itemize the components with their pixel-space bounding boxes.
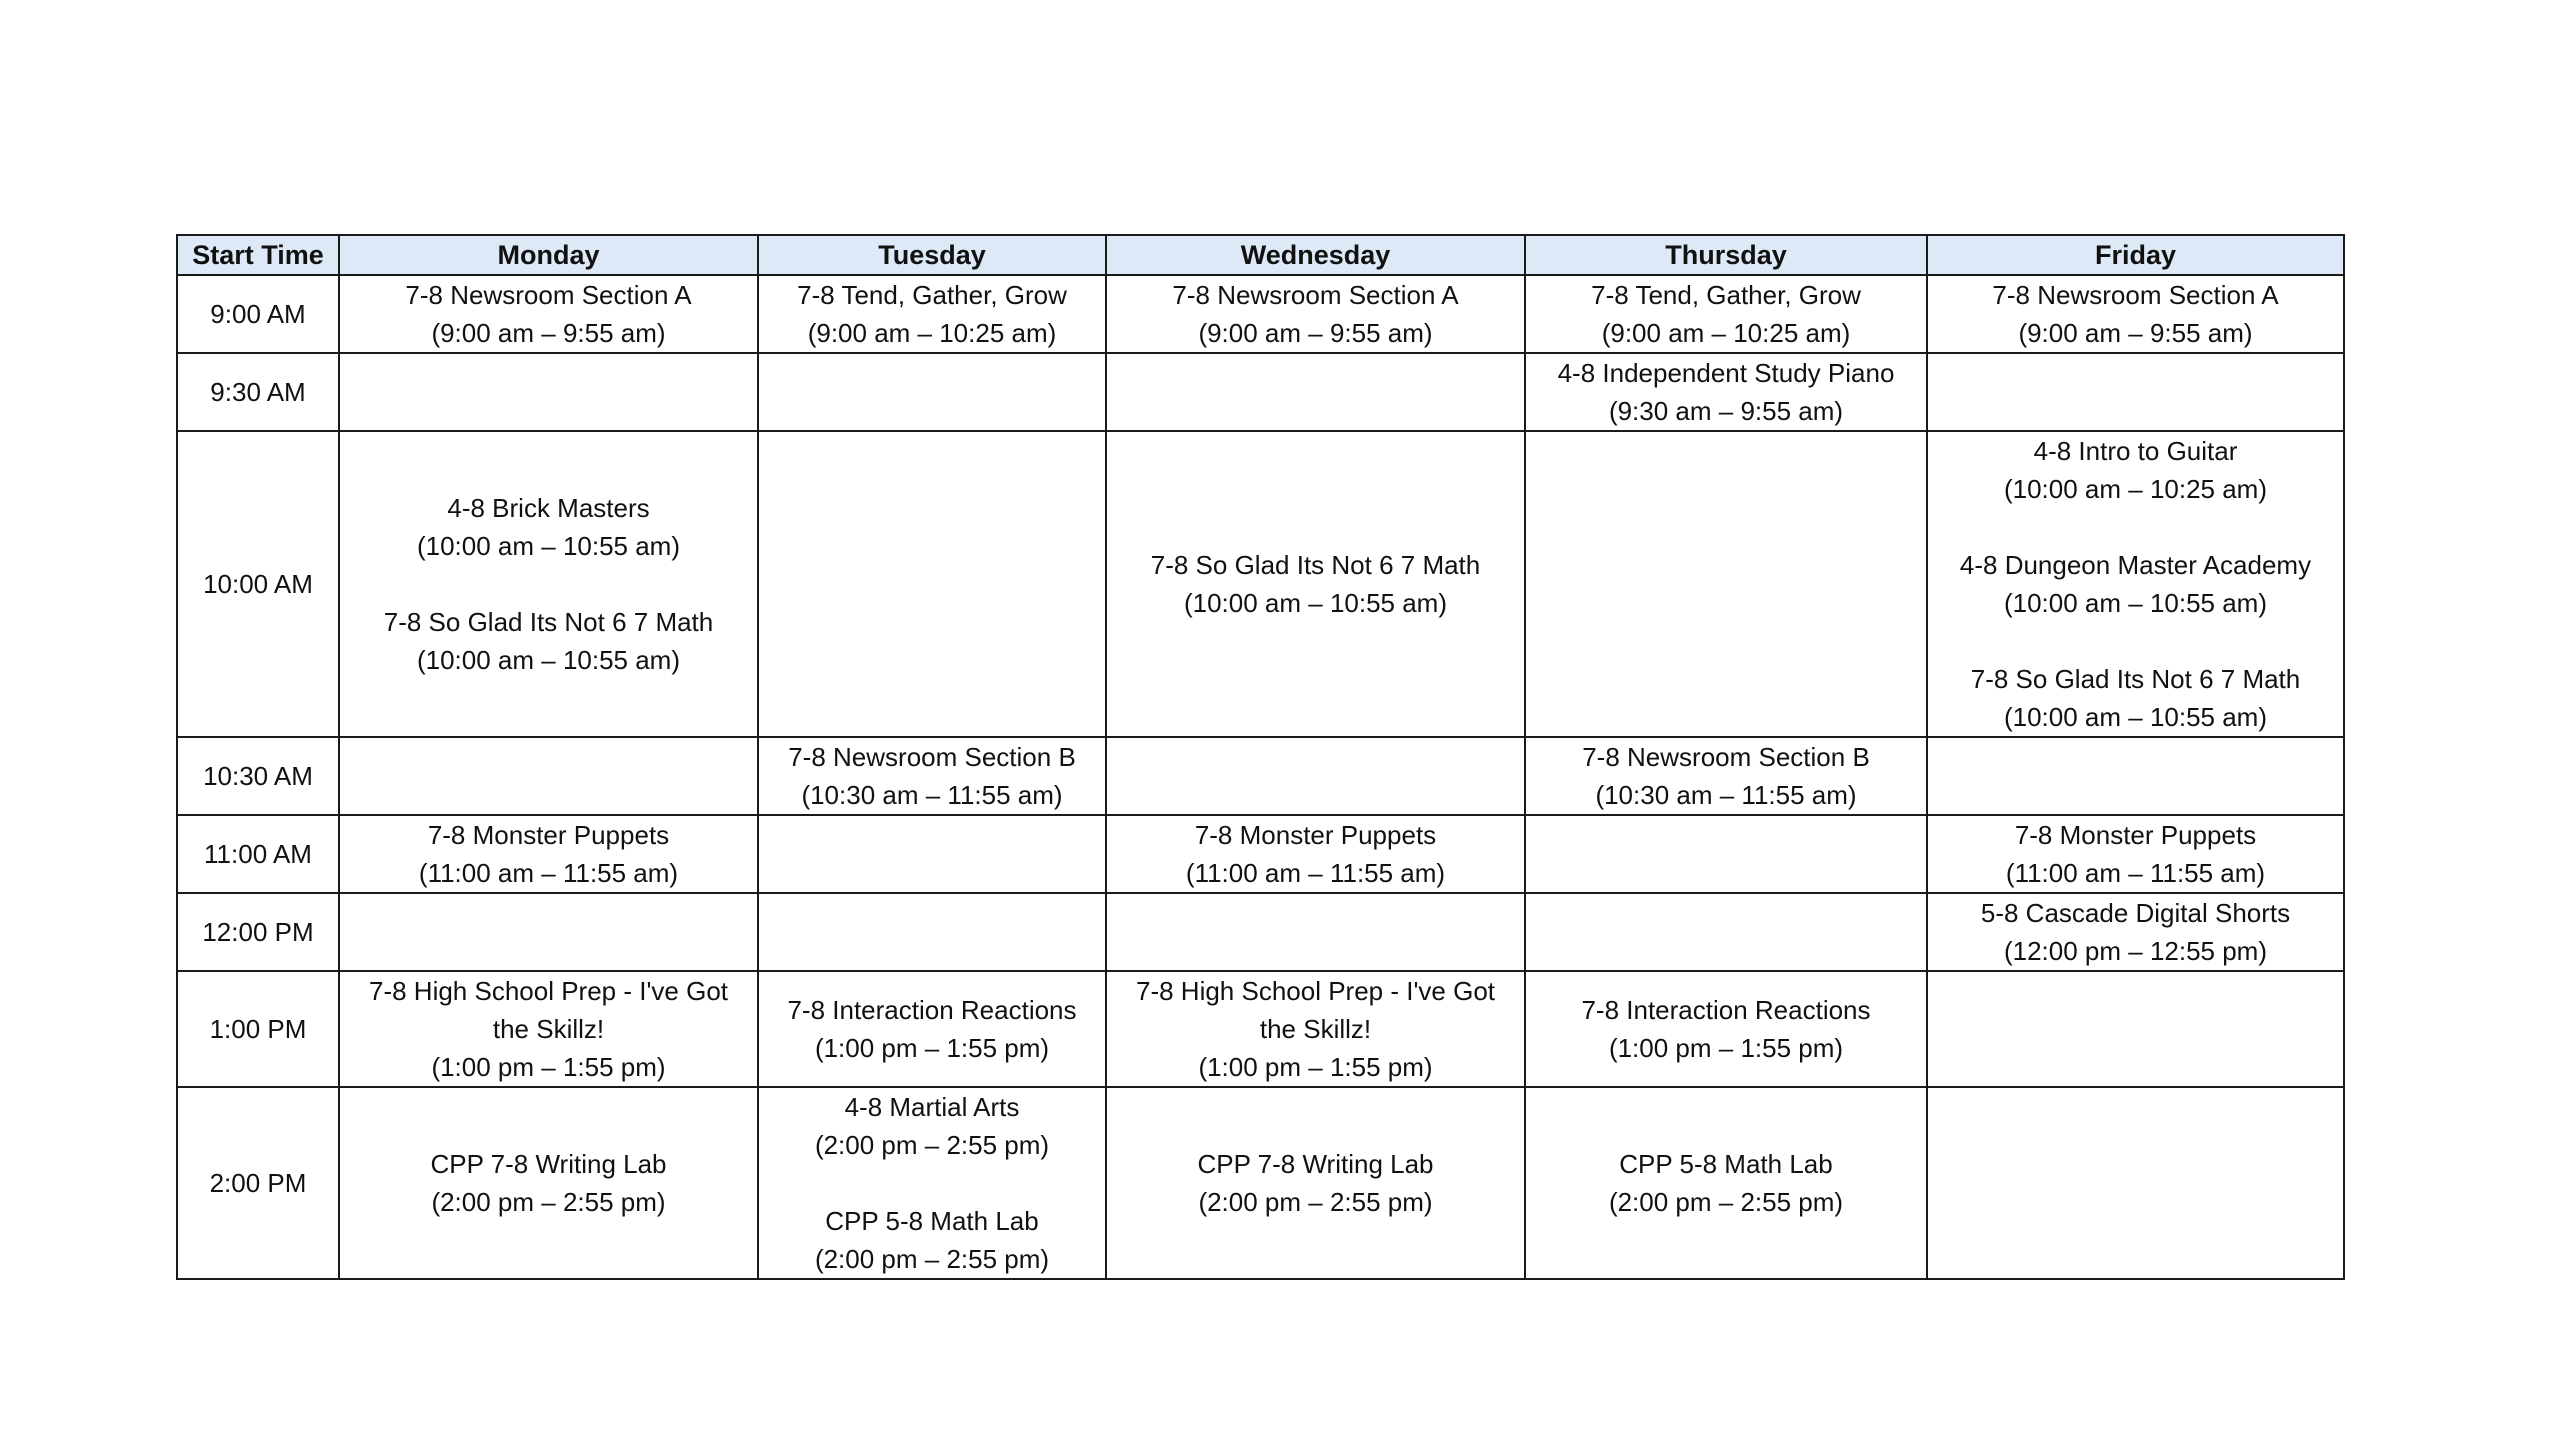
class-time: (1:00 pm – 1:55 pm)	[431, 1052, 666, 1082]
day-cell	[339, 353, 758, 431]
class-entry	[1932, 276, 2339, 352]
class-time: (10:00 am – 10:25 am)	[2003, 474, 2268, 504]
class-entry	[344, 603, 753, 679]
class-title: 4-8 Intro to Guitar	[2033, 436, 2238, 466]
header-row	[177, 235, 2344, 275]
day-cell	[1106, 1087, 1525, 1279]
day-cell	[339, 893, 758, 971]
class-entry	[1530, 1145, 1922, 1221]
day-cell	[1927, 737, 2344, 815]
schedule-row	[177, 275, 2344, 353]
header-thursday: Thursday	[1525, 235, 1927, 275]
day-cell	[1106, 275, 1525, 353]
class-entry	[344, 276, 753, 352]
class-entry	[763, 991, 1101, 1067]
day-cell	[1525, 971, 1927, 1087]
day-cell	[1927, 1087, 2344, 1279]
day-cell	[758, 275, 1106, 353]
class-title: CPP 7-8 Writing Lab	[430, 1149, 667, 1179]
header-start-time: Start Time	[177, 235, 339, 275]
class-entry	[763, 1088, 1101, 1164]
class-title: 7-8 Monster Puppets	[1194, 820, 1437, 850]
day-cell	[758, 893, 1106, 971]
day-cell	[1106, 971, 1525, 1087]
class-title: 4-8 Brick Masters	[447, 493, 650, 523]
class-entry	[1111, 972, 1520, 1086]
time-cell: 12:00 PM	[177, 893, 339, 971]
time-cell: 11:00 AM	[177, 815, 339, 893]
class-title: 7-8 Interaction Reactions	[1581, 995, 1871, 1025]
class-title: 4-8 Martial Arts	[844, 1092, 1020, 1122]
schedule-row	[177, 353, 2344, 431]
day-cell	[1927, 431, 2344, 737]
class-entry	[763, 1202, 1101, 1278]
day-cell	[758, 737, 1106, 815]
class-entry	[1111, 816, 1520, 892]
schedule-row	[177, 737, 2344, 815]
time-cell: 2:00 PM	[177, 1087, 339, 1279]
class-entry	[763, 276, 1101, 352]
class-title: 7-8 Newsroom Section A	[405, 280, 692, 310]
class-title: 5-8 Cascade Digital Shorts	[1980, 898, 2291, 928]
class-title: CPP 5-8 Math Lab	[1619, 1149, 1833, 1179]
class-entry	[1111, 1145, 1520, 1221]
class-title: 7-8 Monster Puppets	[427, 820, 670, 850]
day-cell	[339, 431, 758, 737]
day-cell	[339, 971, 758, 1087]
day-cell	[1927, 275, 2344, 353]
schedule-row	[177, 893, 2344, 971]
class-time: (2:00 pm – 2:55 pm)	[1608, 1187, 1844, 1217]
weekly-schedule-table	[176, 234, 2345, 1280]
class-time: (10:00 am – 10:55 am)	[416, 531, 681, 561]
class-time: (2:00 pm – 2:55 pm)	[1198, 1187, 1433, 1217]
class-title: 7-8 So Glad Its Not 6 7 Math	[1150, 550, 1481, 580]
class-time: (1:00 pm – 1:55 pm)	[1608, 1033, 1844, 1063]
class-time: (11:00 am – 11:55 am)	[1185, 858, 1446, 888]
day-cell	[1525, 275, 1927, 353]
class-time: (9:00 am – 9:55 am)	[431, 318, 666, 348]
class-entry	[344, 1145, 753, 1221]
class-time: (10:30 am – 11:55 am)	[801, 780, 1063, 810]
day-cell	[1525, 893, 1927, 971]
class-time: (9:30 am – 9:55 am)	[1608, 396, 1844, 426]
day-cell	[758, 1087, 1106, 1279]
day-cell	[758, 353, 1106, 431]
class-time: (2:00 pm – 2:55 pm)	[814, 1130, 1050, 1160]
day-cell	[1106, 737, 1525, 815]
day-cell	[758, 971, 1106, 1087]
class-time: (2:00 pm – 2:55 pm)	[814, 1244, 1050, 1274]
class-title: 7-8 Tend, Gather, Grow	[797, 280, 1067, 310]
day-cell	[1525, 737, 1927, 815]
class-title: 7-8 Newsroom Section B	[1582, 742, 1870, 772]
day-cell	[339, 737, 758, 815]
class-title: 7-8 Newsroom Section A	[1172, 280, 1459, 310]
header-friday: Friday	[1927, 235, 2344, 275]
schedule-row	[177, 431, 2344, 737]
day-cell	[1927, 815, 2344, 893]
class-time: (10:00 am – 10:55 am)	[416, 645, 681, 675]
day-cell	[339, 1087, 758, 1279]
class-title: 7-8 High School Prep - I've Got	[1135, 976, 1496, 1006]
day-cell	[758, 815, 1106, 893]
time-cell: 9:00 AM	[177, 275, 339, 353]
class-entry	[1932, 546, 2339, 622]
day-cell	[1106, 815, 1525, 893]
class-title: 7-8 Interaction Reactions	[787, 995, 1077, 1025]
class-entry	[1932, 894, 2339, 970]
day-cell	[1927, 353, 2344, 431]
class-title: 4-8 Dungeon Master Academy	[1959, 550, 2312, 580]
day-cell	[1525, 353, 1927, 431]
class-time: (9:00 am – 9:55 am)	[1198, 318, 1433, 348]
class-time: (10:30 am – 11:55 am)	[1595, 780, 1857, 810]
class-entry	[1111, 276, 1520, 352]
class-title-continued: the Skillz!	[1259, 1014, 1372, 1044]
class-time: (9:00 am – 10:25 am)	[807, 318, 1057, 348]
class-time: (10:00 am – 10:55 am)	[2003, 702, 2268, 732]
day-cell	[1525, 815, 1927, 893]
class-entry	[1932, 816, 2339, 892]
class-title-continued: the Skillz!	[492, 1014, 605, 1044]
class-entry	[344, 972, 753, 1086]
class-time: (10:00 am – 10:55 am)	[2003, 588, 2268, 618]
class-entry	[1530, 354, 1922, 430]
class-entry	[344, 816, 753, 892]
class-time: (10:00 am – 10:55 am)	[1183, 588, 1448, 618]
class-title: 7-8 Tend, Gather, Grow	[1591, 280, 1861, 310]
header-tuesday: Tuesday	[758, 235, 1106, 275]
time-cell: 9:30 AM	[177, 353, 339, 431]
class-time: (2:00 pm – 2:55 pm)	[431, 1187, 666, 1217]
class-title: 7-8 Newsroom Section B	[788, 742, 1076, 772]
schedule-row	[177, 971, 2344, 1087]
class-title: 4-8 Independent Study Piano	[1557, 358, 1895, 388]
class-entry	[763, 738, 1101, 814]
time-cell: 10:00 AM	[177, 431, 339, 737]
class-entry	[344, 489, 753, 565]
class-time: (11:00 am – 11:55 am)	[418, 858, 679, 888]
class-time: (9:00 am – 9:55 am)	[2018, 318, 2253, 348]
schedule-row	[177, 1087, 2344, 1279]
class-entry	[1932, 432, 2339, 508]
time-cell: 10:30 AM	[177, 737, 339, 815]
day-cell	[1525, 1087, 1927, 1279]
class-entry	[1530, 738, 1922, 814]
day-cell	[1525, 431, 1927, 737]
class-time: (12:00 pm – 12:55 pm)	[2003, 936, 2268, 966]
class-entry	[1530, 276, 1922, 352]
day-cell	[1927, 893, 2344, 971]
schedule-row	[177, 815, 2344, 893]
class-title: 7-8 Monster Puppets	[2014, 820, 2257, 850]
day-cell	[1927, 971, 2344, 1087]
class-title: CPP 7-8 Writing Lab	[1197, 1149, 1434, 1179]
day-cell	[758, 431, 1106, 737]
class-title: 7-8 So Glad Its Not 6 7 Math	[383, 607, 714, 637]
class-entry	[1530, 991, 1922, 1067]
day-cell	[1106, 893, 1525, 971]
class-entry	[1932, 660, 2339, 736]
class-time: (1:00 pm – 1:55 pm)	[1198, 1052, 1433, 1082]
class-time: (11:00 am – 11:55 am)	[2005, 858, 2266, 888]
day-cell	[339, 815, 758, 893]
day-cell	[1106, 353, 1525, 431]
class-title: CPP 5-8 Math Lab	[825, 1206, 1039, 1236]
day-cell	[339, 275, 758, 353]
time-cell: 1:00 PM	[177, 971, 339, 1087]
class-title: 7-8 High School Prep - I've Got	[368, 976, 729, 1006]
class-time: (9:00 am – 10:25 am)	[1601, 318, 1851, 348]
class-time: (1:00 pm – 1:55 pm)	[814, 1033, 1050, 1063]
class-entry	[1111, 546, 1520, 622]
header-monday: Monday	[339, 235, 758, 275]
class-title: 7-8 Newsroom Section A	[1992, 280, 2279, 310]
header-wednesday: Wednesday	[1106, 235, 1525, 275]
day-cell	[1106, 431, 1525, 737]
class-title: 7-8 So Glad Its Not 6 7 Math	[1970, 664, 2301, 694]
